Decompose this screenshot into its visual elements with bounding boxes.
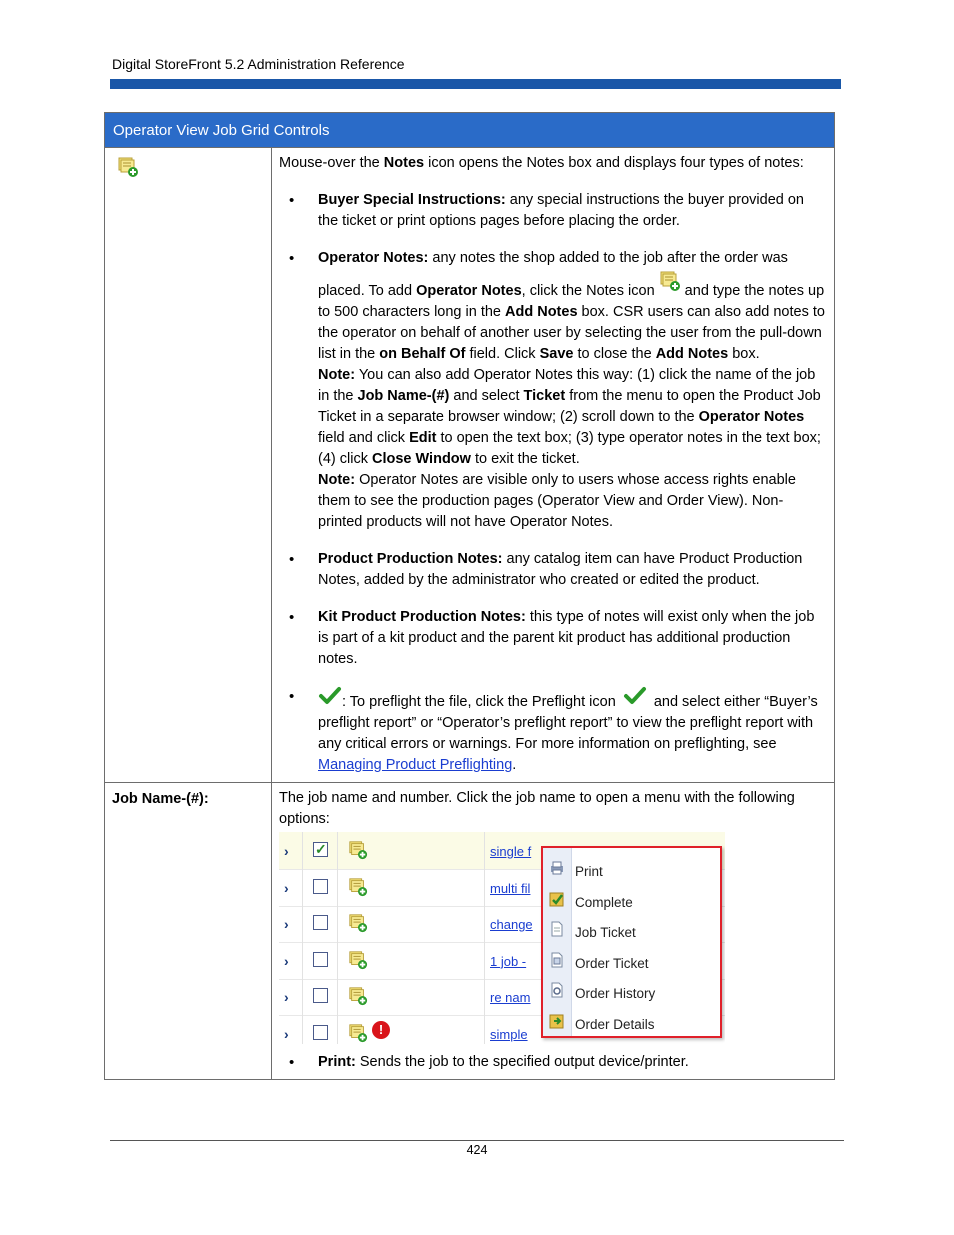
job-name-intro: The job name and number. Click the job name to open a menu with the following options: bbox=[279, 790, 795, 827]
expand-chevron-icon[interactable]: › bbox=[284, 879, 289, 896]
list-item: • Buyer Special Instructions: any special instructions the buyer provided on the ticket or print options pages before placing the order. bbox=[279, 190, 826, 232]
notes-icon[interactable] bbox=[348, 1023, 368, 1044]
operator-notes-note-1: Note: You can also add Operator Notes this way: (1) click the name of the job in the Job Name-(#) and select Ticket from the menu to open the Product Job Ticket in a separate browser window; (2) scroll down to the Operator Notes field and click Edit to open the text box; (3) type operator notes in the text box; (4) click Close Window to exit the ticket. bbox=[318, 367, 821, 467]
job-name-label-cell bbox=[105, 783, 272, 1080]
notes-types-list bbox=[279, 190, 826, 776]
notes-icon-cell bbox=[105, 148, 272, 783]
order-history-icon bbox=[549, 982, 565, 998]
list-item: • Product Production Notes: any catalog item can have Product Production Notes, added by the administrator who created or edited the product. bbox=[279, 549, 826, 591]
list-item: • : To preflight the file, click the Preflight icon and select either “Buyer’s preflight report” or “Operator’s preflight report” to view the preflight report with any critical errors or warnings. For more information on preflighting, see Managing Product Preflighting. bbox=[279, 686, 826, 776]
preflight-check-icon bbox=[318, 686, 342, 706]
job-name-link[interactable]: simple bbox=[490, 1027, 528, 1042]
notes-icon bbox=[117, 156, 139, 178]
expand-chevron-icon[interactable]: › bbox=[284, 916, 289, 933]
job-menu-options-list bbox=[279, 1052, 826, 1073]
menu-item-order-ticket[interactable] bbox=[543, 946, 720, 976]
complete-icon bbox=[549, 891, 565, 907]
preflight-check-icon bbox=[620, 686, 650, 706]
job-name-description-cell bbox=[272, 783, 835, 1080]
expand-chevron-icon[interactable]: › bbox=[284, 843, 289, 859]
page-number: 424 bbox=[466, 1143, 488, 1157]
printer-icon bbox=[549, 860, 565, 876]
notes-icon bbox=[659, 269, 681, 293]
notes-icon[interactable] bbox=[348, 877, 368, 904]
menu-item-label: Order Ticket bbox=[575, 955, 649, 971]
notes-icon[interactable] bbox=[348, 840, 368, 867]
table-title: Operator View Job Grid Controls bbox=[105, 113, 835, 148]
job-name-link[interactable]: 1 job - bbox=[490, 953, 527, 969]
row-checkbox[interactable] bbox=[313, 952, 328, 967]
menu-item-label: Order Details bbox=[575, 1017, 655, 1032]
job-name-link[interactable]: re nam bbox=[490, 990, 531, 1006]
expand-chevron-icon[interactable]: › bbox=[284, 1026, 289, 1042]
menu-item-label: Order History bbox=[575, 986, 656, 1002]
order-ticket-icon bbox=[549, 952, 565, 968]
menu-item-complete[interactable] bbox=[543, 885, 720, 915]
list-item: • Kit Product Production Notes: this type of notes will exist only when the job is part of a kit product and the parent kit product has additional production notes. bbox=[279, 607, 826, 670]
row-checkbox[interactable] bbox=[313, 1025, 328, 1040]
footer-line bbox=[110, 1140, 844, 1141]
row-checkbox[interactable] bbox=[313, 988, 328, 1003]
menu-item-label: Complete bbox=[575, 894, 633, 910]
row-checkbox[interactable] bbox=[313, 915, 328, 930]
job-name-menu bbox=[541, 846, 722, 1038]
row-checkbox[interactable]: ✓ bbox=[315, 841, 327, 857]
job-name-link[interactable]: multi fil bbox=[490, 880, 531, 896]
row-checkbox[interactable] bbox=[313, 879, 328, 894]
running-header: Digital StoreFront 5.2 Administration Reference bbox=[112, 56, 405, 72]
job-name-link[interactable]: single f bbox=[490, 844, 532, 859]
menu-item-job-ticket[interactable] bbox=[543, 915, 720, 945]
notes-icon[interactable] bbox=[348, 913, 368, 940]
list-item: • Operator Notes: any notes the shop added to the job after the order was placed. To add Operator Notes, click the Notes icon and type the notes up to 500 characters long in the Add Notes box. CSR users can also add notes to the operator on behalf of another user by selecting the user from the pull-down list in the on Behalf Of field. Click Save to close the Add Notes box. Note: You can also add Operator Notes this way: (1) click the name of the job in the Job Name-(#) and select Ticket from the menu to open the Product Job Ticket in a separate browser window; (2) scroll down to the Operator Notes field and click Edit to open the text box; (3) type operator notes in the text box; (4) click Close Window to exit the ticket. Note: Operator Notes are visible only to users whose access rights enable them to see the production pages (Operator View and Order View). Non-printed products will not have Operator Notes. bbox=[279, 248, 826, 533]
job-name-label: Job Name-(#): bbox=[112, 791, 209, 807]
notes-intro: Mouse-over the Notes icon opens the Notes box and displays four types of notes: bbox=[279, 155, 804, 171]
controls-table bbox=[104, 112, 835, 1080]
list-item: • Print: Sends the job to the specified output device/printer. bbox=[279, 1052, 826, 1073]
menu-item-order-details[interactable] bbox=[543, 1007, 720, 1037]
menu-item-label: Job Ticket bbox=[575, 925, 636, 941]
order-details-icon bbox=[549, 1013, 565, 1029]
header-bar bbox=[110, 79, 841, 89]
job-grid-screenshot bbox=[279, 832, 725, 1044]
job-name-link[interactable]: change bbox=[490, 917, 533, 933]
job-ticket-icon bbox=[549, 921, 565, 937]
expand-chevron-icon[interactable]: › bbox=[284, 952, 289, 969]
notes-icon[interactable] bbox=[348, 986, 368, 1013]
menu-item-printer[interactable] bbox=[543, 854, 720, 884]
operator-notes-note-2: Note: Operator Notes are visible only to users whose access rights enable them to see the production pages (Operator View and Order View). Non-printed products will not have Operator Notes. bbox=[318, 472, 796, 530]
notes-description-cell bbox=[272, 148, 835, 783]
managing-preflighting-link[interactable]: Managing Product Preflighting bbox=[318, 757, 513, 773]
notes-icon[interactable] bbox=[348, 950, 368, 977]
expand-chevron-icon[interactable]: › bbox=[284, 989, 289, 1006]
menu-item-label: Print bbox=[575, 864, 603, 879]
menu-item-order-history[interactable] bbox=[543, 976, 720, 1006]
preflight-error-icon[interactable]: ! bbox=[372, 1021, 390, 1039]
